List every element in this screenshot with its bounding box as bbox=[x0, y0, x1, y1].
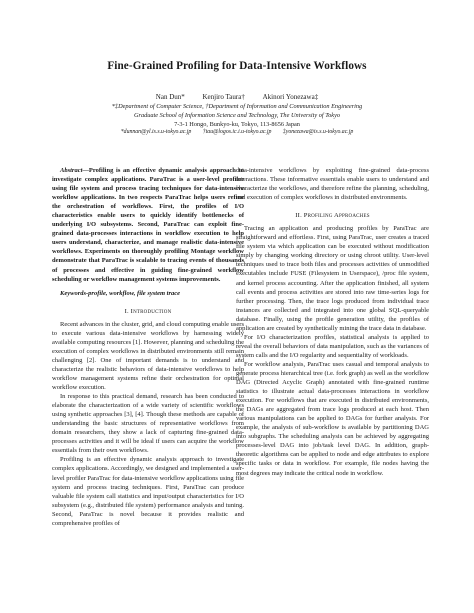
left-column bbox=[52, 166, 244, 528]
affiliation-departments: *‡Department of Computer Science, †Department of Information and Communication Engineering bbox=[111, 103, 363, 110]
author-emails bbox=[0, 129, 474, 135]
author-email: ‡yonezawa@is.s.u-tokyo.ac.jp bbox=[282, 128, 354, 135]
author-name: Kenjiro Taura† bbox=[202, 93, 245, 101]
author-name: Akinori Yonezawa‡ bbox=[262, 93, 319, 101]
intro-paragraph: Profiling is an effective dynamic analysis approach to investigate complex applications. Accordingly, we designed and implemented a user-level profiler ParaTrac for data-intensive workflow applications using file system and process tracing techniques. First, ParaTrac can produce valuable file system call statistics and input/output characteristics for I/O subsystem (e.g., distributed file system) performance analysis and tuning. Second, ParaTrac is novel because it provides realistic and comprehensive profiles of bbox=[52, 456, 244, 527]
abstract-text: Profiling is an effective dynamic analysis approach to investigate complex applications. ParaTrac is a user-level profiler using file system and process tracing techniques for data-intensive workflow applications. In two respects ParaTrac helps users refine the orchestration of workflows. First, the profiles of I/O characteristics enable users to quickly identify bottlenecks of underlying I/O subsystems. Second, ParaTrac can exploit fine-grained data-processes interactions in workflow execution to help users understand, characterize, and manage realistic data-intensive workflows. Experiments on thoroughly profiling Montage workflow demonstrate that ParaTrac is scalable to tracing events of thousands of processes and effective in guiding fine-grained workflow scheduling or workflow management systems improvements. bbox=[52, 167, 244, 283]
section-heading-introduction: I. Introduction bbox=[124, 307, 172, 315]
affiliation-school: Graduate School of Information Science and Technology, The University of Tokyo bbox=[133, 111, 341, 119]
keywords: Keywords-profile, workflow, file system trace bbox=[60, 289, 180, 297]
author-name: Nan Dun* bbox=[155, 93, 185, 101]
paper-title: Fine-Grained Profiling for Data-Intensive Workflows bbox=[107, 60, 367, 72]
abstract bbox=[52, 166, 244, 284]
right-column bbox=[236, 166, 429, 478]
abstract-label: Abstract— bbox=[60, 167, 89, 174]
profiling-paragraph: For I/O characterization profiles, statistical analysis is applied to reveal the overall behaviors of data manipulation, such as the variances of system calls and the I/O regularity and sequentiality of workloads. bbox=[236, 333, 429, 359]
author-email: *dunnan@yl.is.s.u-tokyo.ac.jp bbox=[120, 128, 192, 135]
profiling-paragraph: For workflow analysis, ParaTrac uses casual and temporal analysis to generate process hierarchical tree (i.e. fork graph) as well as the workflow DAG (Directed Acyclic Graph) annotated with fine-grained runtime statistics to illustrate actual data-processes interactions in workflow execution. For workflows that are executed in distributed environments, the DAGs are aggregated from trace logs produced at each host. Then various manipulations can be applied to DAGs for further analysis. For example, the analysis of sub-workflow is available by partitioning DAG into subgraphs. The scheduling analysis can be achieved by aggregating processes-level DAG into job/task level DAG. In addition, graph-theoretic algorithms can be applied to node and edge attributes to explore specific tasks or data in workflow. For example, file nodes having the most degrees may indicate the critical node in workflow. bbox=[236, 360, 429, 477]
affiliation-address: 7-3-1 Hongo, Bunkyo-ku, Tokyo, 113-8656 Japan bbox=[174, 120, 300, 128]
intro-paragraph: In response to this practical demand, research has been conducted to elaborate the characterization of a wide variety of scientific workflows using synthetic approaches [3], [4]. Though these methods are capable of understanding the basic structures of representative workflows from domain researchers, they show a lack of capturing fine-grained data-processes activities and it will be ideal if users can acquire the workflow essentials from their own workflows. bbox=[52, 393, 244, 455]
author-list bbox=[0, 93, 474, 101]
intro-paragraph: Recent advances in the cluster, grid, and cloud computing enable users to execute various data-intensive workflows by harnessing widely available computing resources [1]. However, planning and scheduling the execution of complex workflows in distributed environments still remain challenging [2]. One of important demands is to understand and characterize the realistic behaviors of data-intensive workflows to help workflow management systems refine their orchestration for optimal workflow execution. bbox=[52, 320, 244, 392]
author-email: †tau@logos.ic.i.u-tokyo.ac.jp bbox=[202, 128, 272, 135]
intro-continuation: data-intensive workflows by exploiting fine-grained data-process interactions. These informative essentials enable users to understand and characterize the workflows, and therefore refine the planning, scheduling, and execution of complex workflows in distributed environments. bbox=[236, 167, 429, 202]
profiling-paragraph: Tracing an application and producing profiles by ParaTrac are straightforward and effortless. First, using ParaTrac, user creates a traced file system via which application can be executed without modification simply by changing working directory or using chroot utility. User-level techniques used to trace both files and processes activities of unmodified executables include FUSE (Filesystem in Userspace), /proc file system, and kernel process accounting. After the application finished, all system call events and process activities are stored into raw time-series logs for further processing. Then, the trace logs produced from individual trace instances are collected and integrated into one global SQL-queryable database. Finally, using the profile generation utility, the profiles of application are created by synthetically mining the trace data in database. bbox=[236, 225, 429, 332]
section-heading-profiling: II. Profiling Approaches bbox=[295, 212, 370, 220]
